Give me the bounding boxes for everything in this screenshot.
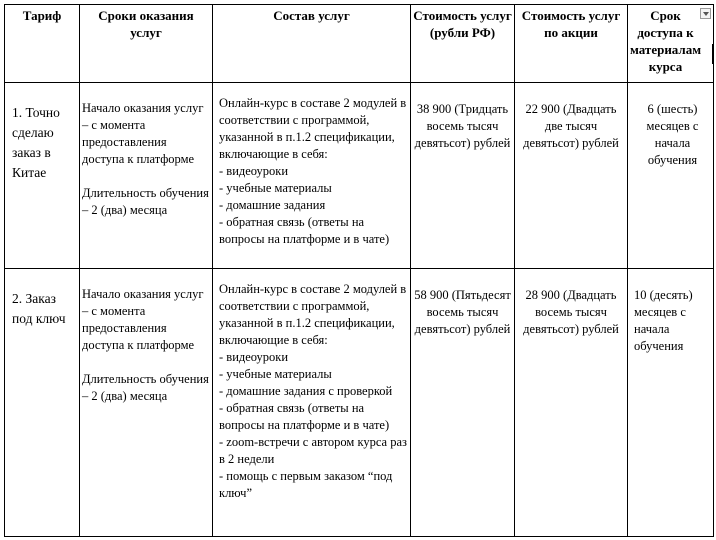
header-tariff: Тариф <box>5 5 80 83</box>
terms-start: Начало оказания услуг – с момента предоставления доступа к платформе <box>82 287 204 352</box>
composition-cell <box>213 269 411 537</box>
promo-price-cell: 22 900 (Двадцать две тысяч девятьсот) рублей <box>515 83 628 269</box>
text-cursor <box>712 44 714 64</box>
composition-item: - домашние задания <box>219 198 326 212</box>
header-composition: Состав услуг <box>213 5 411 83</box>
composition-intro: Онлайн-курс в составе 2 модулей в соответствии с программой, указанной в п.1.2 спецификации, включающие в себя: <box>219 96 407 161</box>
composition-item: - учебные материалы <box>219 367 332 381</box>
composition-item: - обратная связь (ответы на вопросы на платформе и в чате) <box>219 215 390 246</box>
tariff-cell: 2. Заказ под ключ <box>5 269 80 537</box>
composition-cell <box>213 83 411 269</box>
terms-start: Начало оказания услуг – с момента предоставления доступа к платформе <box>82 101 204 166</box>
composition-item: - zoom-встречи с автором курса раз в 2 недели <box>219 435 407 466</box>
composition-intro: Онлайн-курс в составе 2 модулей в соответствии с программой, указанной в п.1.2 спецификации, включающие в себя: <box>219 282 407 347</box>
access-cell: 10 (десять) месяцев с начала обучения <box>628 269 714 537</box>
table-row <box>5 269 714 537</box>
price-cell: 58 900 (Пятьдесят восемь тысяч девятьсот) рублей <box>411 269 515 537</box>
composition-item: - домашние задания с проверкой <box>219 384 393 398</box>
composition-item: - видеоуроки <box>219 164 289 178</box>
header-promo: Стоимость услуг по акции <box>515 5 628 83</box>
composition-item: - учебные материалы <box>219 181 332 195</box>
access-cell: 6 (шесть) месяцев с начала обучения <box>628 83 714 269</box>
promo-price-cell: 28 900 (Двадцать восемь тысяч девятьсот) рублей <box>515 269 628 537</box>
composition-item: - помощь с первым заказом “под ключ” <box>219 469 393 500</box>
filter-dropdown-icon[interactable] <box>700 8 711 19</box>
composition-item: - обратная связь (ответы на вопросы на платформе и в чате) <box>219 401 390 432</box>
header-terms: Сроки оказания услуг <box>80 5 213 83</box>
tariffs-table <box>4 4 714 537</box>
tariff-cell: 1. Точно сделаю заказ в Китае <box>5 83 80 269</box>
header-access: Срок доступа к материалам курса <box>628 5 714 83</box>
terms-cell <box>80 83 213 269</box>
terms-duration: Длительность обучения – 2 (два) месяца <box>82 372 209 403</box>
table-row <box>5 83 714 269</box>
terms-duration: Длительность обучения – 2 (два) месяца <box>82 186 209 217</box>
price-cell: 38 900 (Тридцать восемь тысяч девятьсот) рублей <box>411 83 515 269</box>
header-price: Стоимость услуг (рубли РФ) <box>411 5 515 83</box>
terms-cell <box>80 269 213 537</box>
table-header-row <box>5 5 714 83</box>
composition-item: - видеоуроки <box>219 350 289 364</box>
